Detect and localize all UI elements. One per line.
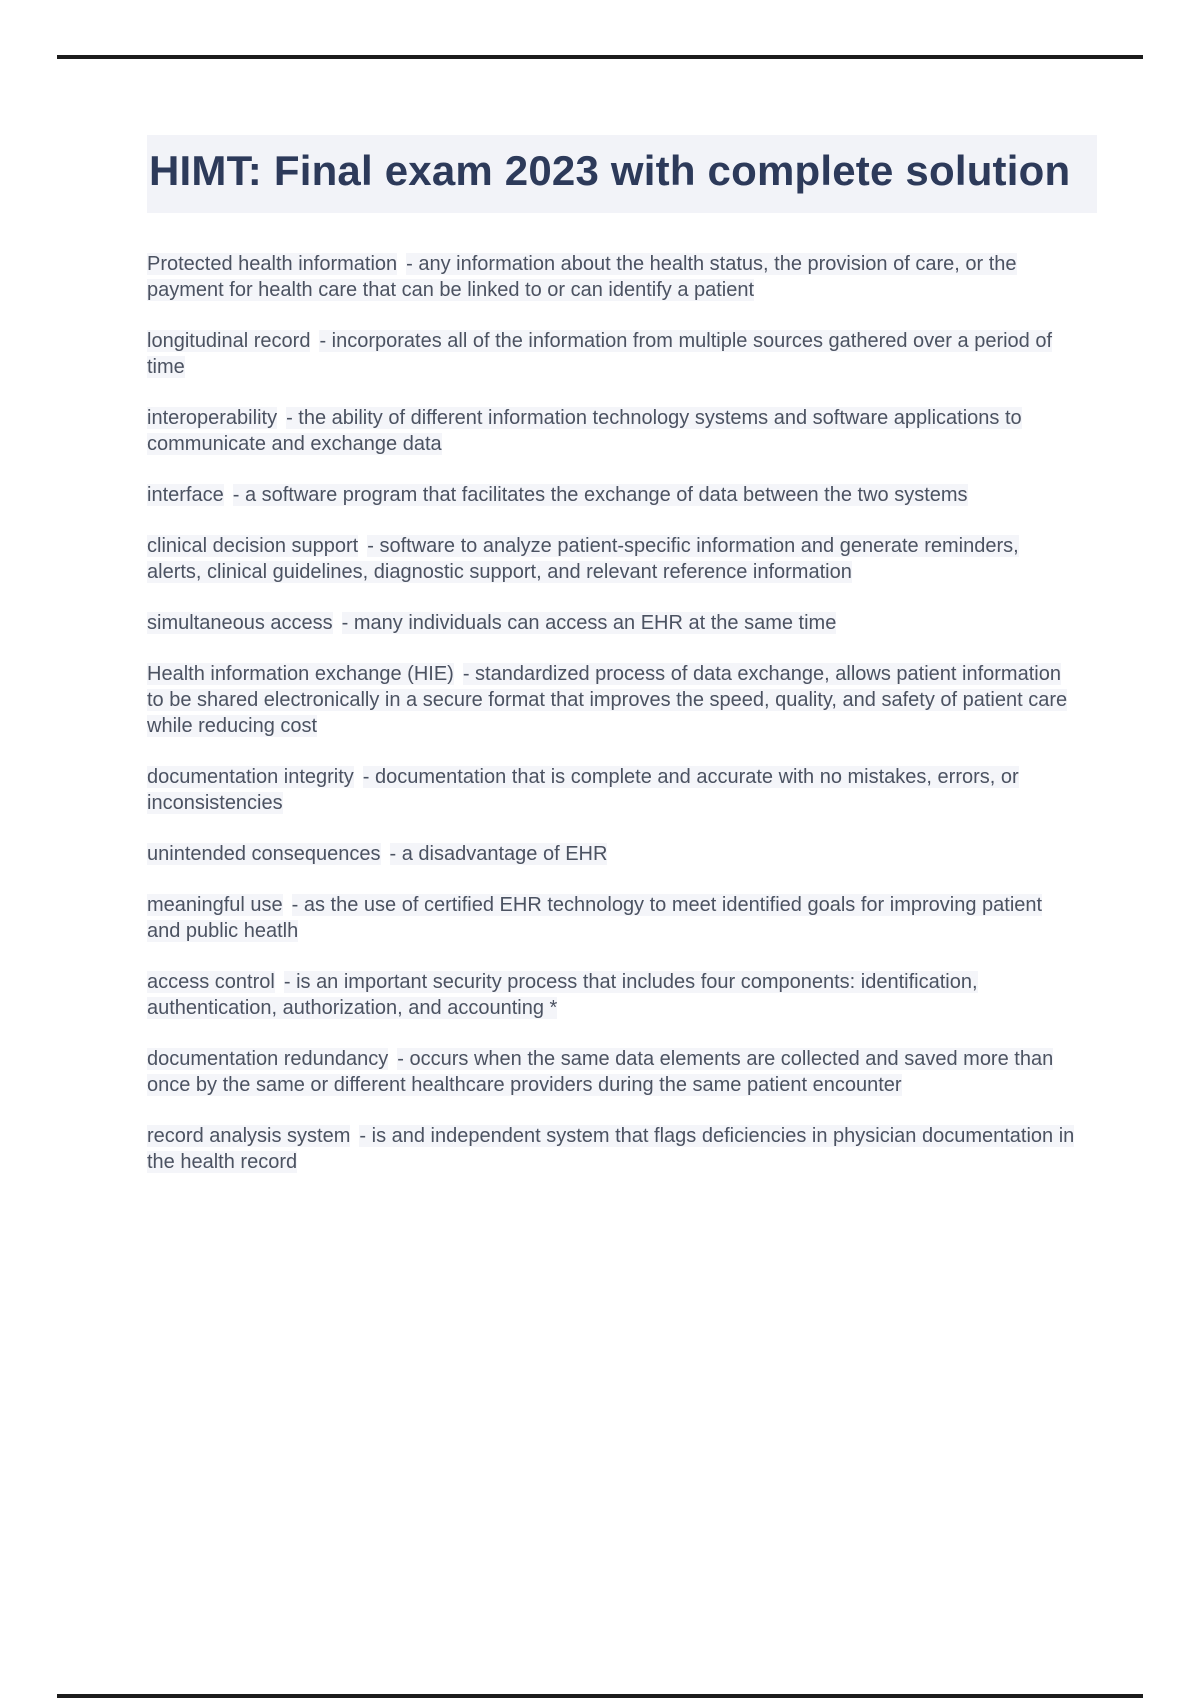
definition: software to analyze patient-specific information and generate reminders, alerts, clinical guidelines, diagnostic support, and relevant reference information xyxy=(147,535,1019,583)
list-item xyxy=(147,764,1077,816)
separator: - xyxy=(362,766,376,788)
list-item xyxy=(147,405,1077,457)
definition: standardized process of data exchange, allows patient information to be shared electronically in a secure format that improves the speed, quality, and safety of patient care while reducing cost xyxy=(147,663,1068,737)
term: Protected health information xyxy=(147,253,398,275)
list-item xyxy=(147,969,1077,1021)
term: simultaneous access xyxy=(147,612,333,634)
definition: is and independent system that flags deficiencies in physician documentation in the health record xyxy=(147,1125,1075,1173)
term: documentation redundancy xyxy=(147,1048,389,1070)
document-page xyxy=(147,135,1095,1200)
definition: documentation that is complete and accurate with no mistakes, errors, or inconsistencies xyxy=(147,766,1019,814)
separator: - xyxy=(283,971,297,993)
term: record analysis system xyxy=(147,1125,351,1147)
top-horizontal-rule xyxy=(57,55,1143,59)
term: access control xyxy=(147,971,275,993)
term: interoperability xyxy=(147,407,278,429)
separator: - xyxy=(359,1125,372,1147)
definition: any information about the health status, the provision of care, or the payment for health care that can be linked to or can identify a patient xyxy=(147,253,1017,301)
definition: many individuals can access an EHR at the same time xyxy=(353,612,837,634)
bottom-horizontal-rule xyxy=(57,1694,1143,1698)
separator: - xyxy=(397,1048,410,1070)
definition: incorporates all of the information from multiple sources gathered over a period of time xyxy=(147,330,1053,378)
list-item xyxy=(147,841,1077,867)
term: meaningful use xyxy=(147,894,283,916)
list-item xyxy=(147,328,1077,380)
list-item xyxy=(147,610,1077,636)
term: documentation integrity xyxy=(147,766,354,788)
separator: - xyxy=(406,253,419,275)
definition: is an important security process that includes four components: identification, authentication, authorization, and accounting * xyxy=(147,971,978,1019)
list-item xyxy=(147,661,1077,739)
page-title: HIMT: Final exam 2023 with complete solution xyxy=(147,135,1097,213)
definition: occurs when the same data elements are collected and saved more than once by the same or different healthcare providers during the same patient encounter xyxy=(147,1048,1054,1096)
separator: - xyxy=(319,330,332,352)
definition: a software program that facilitates the exchange of data between the two systems xyxy=(244,484,968,506)
list-item xyxy=(147,1046,1077,1098)
term: interface xyxy=(147,484,224,506)
separator: - xyxy=(462,663,476,685)
separator: - xyxy=(367,535,380,557)
definition: the ability of different information technology systems and software applications to communicate and exchange data xyxy=(147,407,1022,455)
term: Health information exchange (HIE) xyxy=(147,663,454,685)
list-item xyxy=(147,892,1077,944)
list-item xyxy=(147,482,1077,508)
definition: as the use of certified EHR technology to meet identified goals for improving patient and public heatlh xyxy=(147,894,1043,942)
definition: a disadvantage of EHR xyxy=(401,843,608,865)
term: clinical decision support xyxy=(147,535,359,557)
list-item xyxy=(147,1123,1077,1175)
separator: - xyxy=(286,407,299,429)
separator: - xyxy=(389,843,402,865)
term-definition-list xyxy=(147,251,1077,1175)
term: longitudinal record xyxy=(147,330,311,352)
separator: - xyxy=(232,484,245,506)
list-item xyxy=(147,533,1077,585)
list-item xyxy=(147,251,1077,303)
separator: - xyxy=(341,612,354,634)
term: unintended consequences xyxy=(147,843,381,865)
separator: - xyxy=(291,894,304,916)
